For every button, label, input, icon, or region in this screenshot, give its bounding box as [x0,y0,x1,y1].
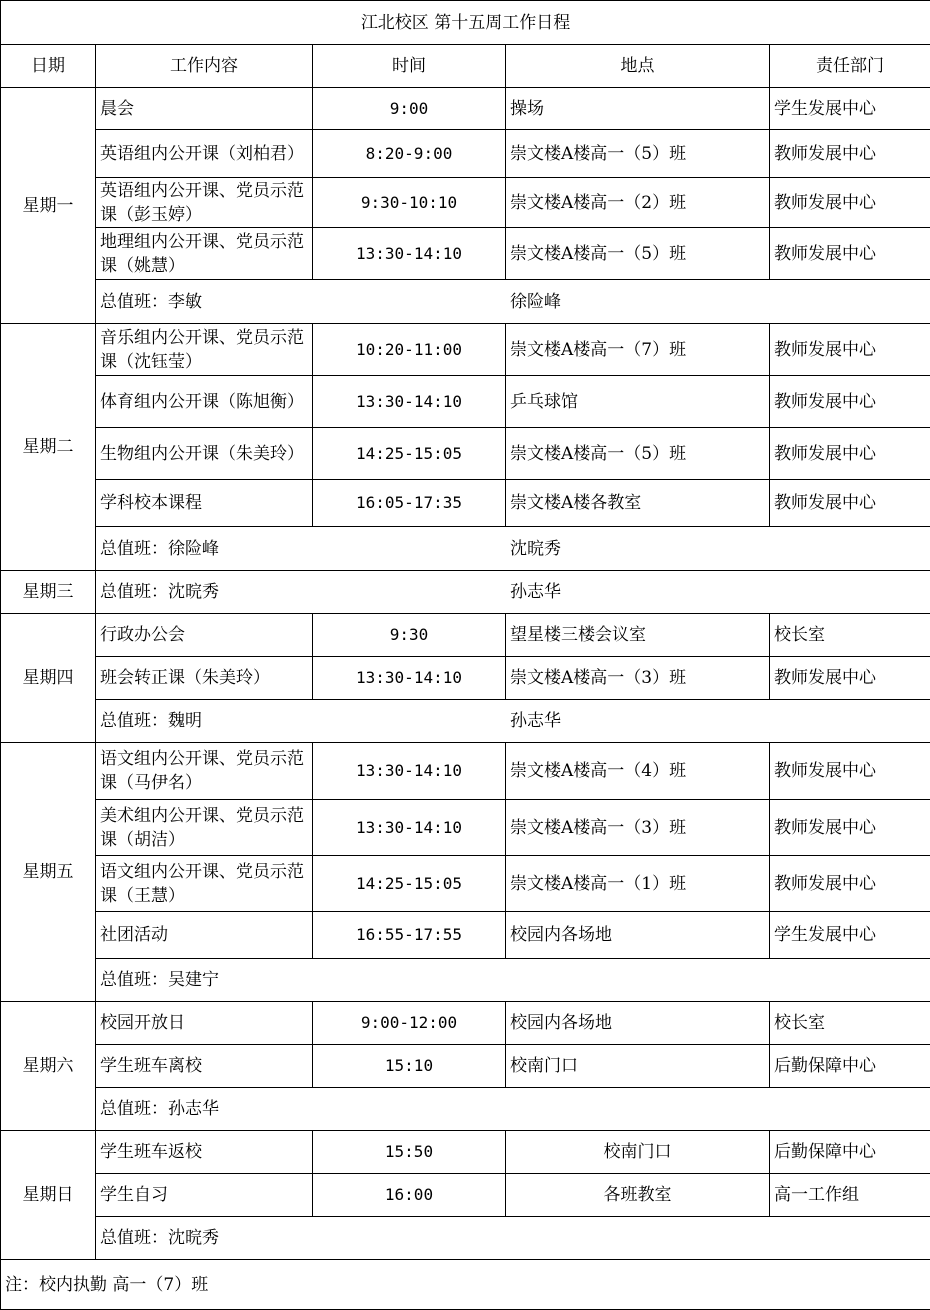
event-content: 行政办公会 [96,614,313,657]
event-content: 生物组内公开课（朱美玲） [96,428,313,480]
duty-row [1,959,930,1002]
day-cell: 星期四 [1,614,96,743]
event-dept: 教师发展中心 [770,228,930,280]
event-content: 语文组内公开课、党员示范课（王慧） [96,856,313,912]
duty-secondary: 孙志华 [510,580,561,604]
event-time: 16:55-17:55 [313,912,506,959]
event-place: 校南门口 [506,1045,770,1088]
event-content: 校园开放日 [96,1002,313,1045]
event-place: 崇文楼A楼高一（2）班 [506,178,770,228]
event-time: 13:30-14:10 [313,376,506,428]
event-content: 学生自习 [96,1174,313,1217]
duty-secondary: 沈晥秀 [510,537,561,561]
event-place: 崇文楼A楼各教室 [506,480,770,527]
event-dept: 教师发展中心 [770,130,930,178]
duty-cell [96,280,930,324]
event-place: 各班教室 [506,1174,770,1217]
event-time: 14:25-15:05 [313,856,506,912]
duty-cell [96,959,930,1002]
duty-cell [96,571,930,614]
event-dept: 校长室 [770,1002,930,1045]
table-row [1,800,930,856]
event-dept: 教师发展中心 [770,324,930,376]
duty-primary: 总值班：沈晥秀 [100,1228,219,1248]
event-time: 9:30-10:10 [313,178,506,228]
event-dept: 教师发展中心 [770,657,930,700]
event-content: 班会转正课（朱美玲） [96,657,313,700]
event-time: 16:05-17:35 [313,480,506,527]
event-dept: 教师发展中心 [770,743,930,800]
event-content: 社团活动 [96,912,313,959]
duty-primary: 总值班：徐险峰 [100,539,219,559]
event-time: 9:00 [313,88,506,130]
event-dept: 教师发展中心 [770,376,930,428]
event-place: 崇文楼A楼高一（3）班 [506,800,770,856]
event-time: 15:10 [313,1045,506,1088]
event-dept: 高一工作组 [770,1174,930,1217]
table-title: 江北校区 第十五周工作日程 [1,1,930,45]
note-row [1,1260,930,1310]
event-time: 13:30-14:10 [313,657,506,700]
table-row [1,743,930,800]
duty-row [1,700,930,743]
event-content: 体育组内公开课（陈旭衡） [96,376,313,428]
table-row [1,657,930,700]
event-dept: 校长室 [770,614,930,657]
event-content: 英语组内公开课（刘柏君） [96,130,313,178]
table-row [1,376,930,428]
event-content: 学科校本课程 [96,480,313,527]
event-content: 美术组内公开课、党员示范课（胡洁） [96,800,313,856]
event-content: 语文组内公开课、党员示范课（马伊名） [96,743,313,800]
duty-cell [96,700,930,743]
event-dept: 教师发展中心 [770,800,930,856]
day-cell: 星期日 [1,1131,96,1260]
header-time: 时间 [313,45,506,88]
duty-cell [96,1217,930,1260]
duty-cell [96,1088,930,1131]
event-content: 学生班车离校 [96,1045,313,1088]
event-dept: 教师发展中心 [770,178,930,228]
event-content: 地理组内公开课、党员示范课（姚慧） [96,228,313,280]
event-place: 崇文楼A楼高一（5）班 [506,130,770,178]
event-dept: 教师发展中心 [770,428,930,480]
table-row [1,324,930,376]
footnote: 注：校内执勤 高一（7）班 [1,1260,930,1310]
duty-row [1,571,930,614]
event-place: 崇文楼A楼高一（5）班 [506,428,770,480]
event-time: 8:20-9:00 [313,130,506,178]
duty-primary: 总值班：魏明 [100,711,202,731]
duty-primary: 总值班：吴建宁 [100,970,219,990]
event-content: 学生班车返校 [96,1131,313,1174]
day-cell: 星期六 [1,1002,96,1131]
day-cell: 星期一 [1,88,96,324]
event-place: 崇文楼A楼高一（1）班 [506,856,770,912]
event-place: 操场 [506,88,770,130]
table-row [1,1045,930,1088]
table-row [1,1174,930,1217]
duty-cell [96,527,930,571]
duty-row [1,527,930,571]
event-dept: 教师发展中心 [770,856,930,912]
duty-primary: 总值班：沈晥秀 [100,582,219,602]
table-row [1,856,930,912]
table-row [1,912,930,959]
event-time: 13:30-14:10 [313,228,506,280]
table-row [1,428,930,480]
event-time: 10:20-11:00 [313,324,506,376]
title-row [1,1,930,45]
event-place: 望星楼三楼会议室 [506,614,770,657]
header-row [1,45,930,88]
duty-row [1,280,930,324]
event-place: 崇文楼A楼高一（4）班 [506,743,770,800]
event-content: 英语组内公开课、党员示范课（彭玉婷） [96,178,313,228]
table-row [1,130,930,178]
event-content: 晨会 [96,88,313,130]
event-content: 音乐组内公开课、党员示范课（沈钰莹） [96,324,313,376]
table-row [1,228,930,280]
table-row [1,614,930,657]
table-row [1,480,930,527]
event-time: 9:30 [313,614,506,657]
duty-primary: 总值班：李敏 [100,292,202,312]
event-place: 崇文楼A楼高一（3）班 [506,657,770,700]
event-place: 校园内各场地 [506,912,770,959]
event-dept: 学生发展中心 [770,88,930,130]
table-row [1,88,930,130]
event-dept: 教师发展中心 [770,480,930,527]
header-dept: 责任部门 [770,45,930,88]
day-cell: 星期五 [1,743,96,1002]
header-date: 日期 [1,45,96,88]
event-time: 14:25-15:05 [313,428,506,480]
table-row [1,1131,930,1174]
event-place: 崇文楼A楼高一（7）班 [506,324,770,376]
event-time: 13:30-14:10 [313,743,506,800]
duty-secondary: 徐险峰 [510,290,561,314]
event-time: 9:00-12:00 [313,1002,506,1045]
duty-row [1,1217,930,1260]
event-place: 校南门口 [506,1131,770,1174]
event-dept: 学生发展中心 [770,912,930,959]
day-cell: 星期三 [1,571,96,614]
event-time: 13:30-14:10 [313,800,506,856]
table-row [1,178,930,228]
event-place: 校园内各场地 [506,1002,770,1045]
duty-secondary: 孙志华 [510,709,561,733]
header-place: 地点 [506,45,770,88]
duty-primary: 总值班：孙志华 [100,1099,219,1119]
table-row [1,1002,930,1045]
event-place: 乒乓球馆 [506,376,770,428]
event-dept: 后勤保障中心 [770,1045,930,1088]
event-dept: 后勤保障中心 [770,1131,930,1174]
event-time: 15:50 [313,1131,506,1174]
duty-row [1,1088,930,1131]
event-time: 16:00 [313,1174,506,1217]
header-content: 工作内容 [96,45,313,88]
day-cell: 星期二 [1,324,96,571]
event-place: 崇文楼A楼高一（5）班 [506,228,770,280]
